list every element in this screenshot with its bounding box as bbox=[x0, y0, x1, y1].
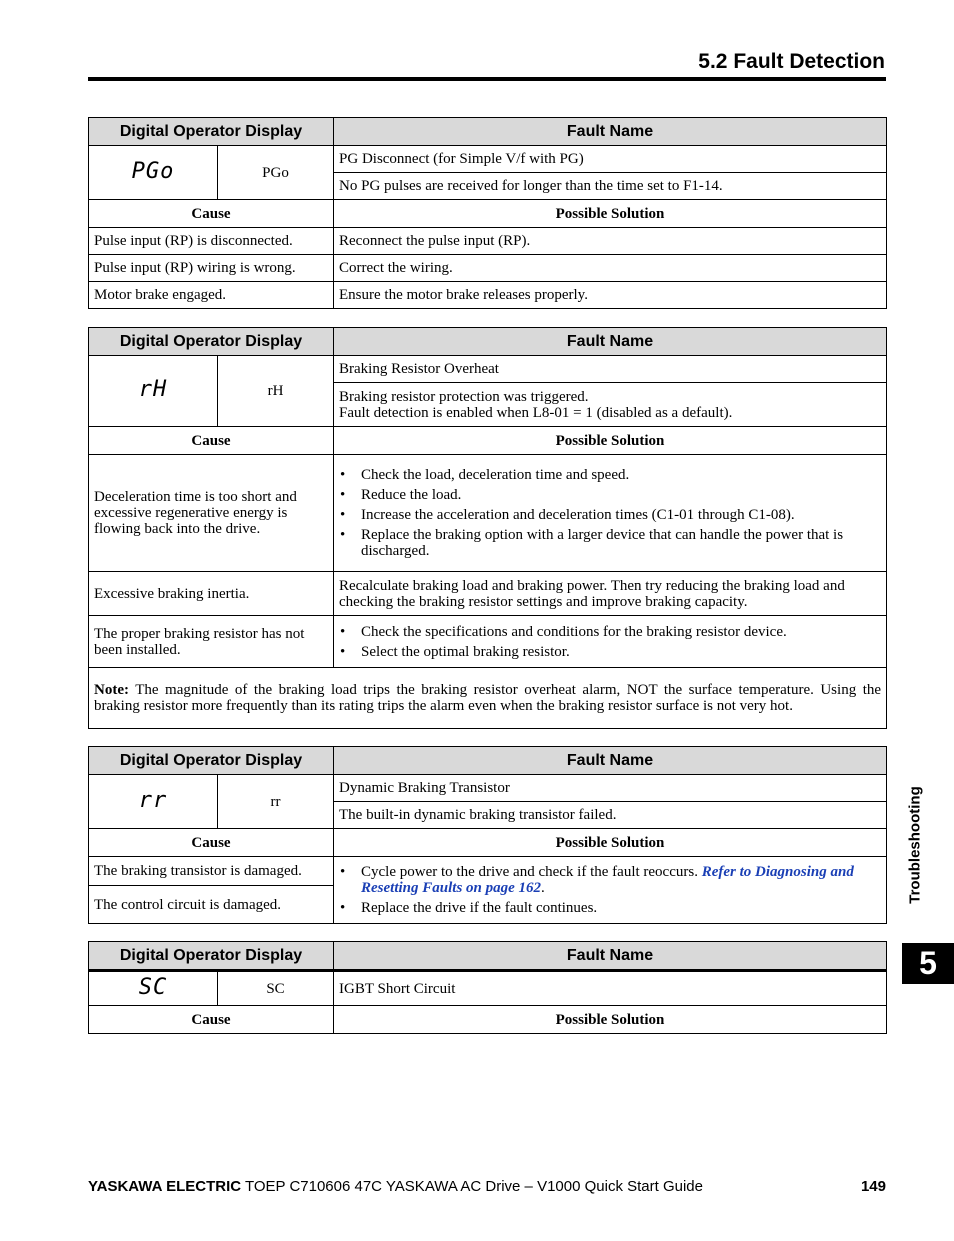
display-header: Digital Operator Display bbox=[89, 118, 334, 146]
fault-table-sc bbox=[88, 941, 887, 1034]
solution-cell: Ensure the motor brake releases properly. bbox=[334, 282, 887, 309]
solution-header: Possible Solution bbox=[334, 829, 887, 857]
segment-display: rH bbox=[89, 356, 218, 427]
cause-header: Cause bbox=[89, 200, 334, 228]
note-label: Note: bbox=[94, 682, 129, 698]
fault-name: IGBT Short Circuit bbox=[334, 971, 887, 1006]
solution-header: Possible Solution bbox=[334, 1006, 887, 1034]
solution-cell: Reconnect the pulse input (RP). bbox=[334, 228, 887, 255]
cause-cell: The proper braking resistor has not been installed. bbox=[89, 616, 334, 668]
description-line: Braking resistor protection was triggered. bbox=[339, 388, 589, 405]
fault-name-header: Fault Name bbox=[334, 328, 887, 356]
diagnosing-link[interactable]: Refer to Diagnosing and Resetting Faults on page 162 bbox=[361, 864, 854, 896]
footer bbox=[88, 1178, 886, 1195]
fault-code: SC bbox=[218, 971, 334, 1006]
solution-bullet: • Cycle power to the drive and check if the fault reoccurs. Refer to Diagnosing and Resetting Faults on page 162. bbox=[339, 864, 881, 896]
fault-name: Braking Resistor Overheat bbox=[334, 356, 887, 383]
display-header: Digital Operator Display bbox=[89, 747, 334, 775]
footer-doc: TOEP C710606 47C YASKAWA AC Drive – V1000 Quick Start Guide bbox=[241, 1178, 703, 1195]
fault-name: Dynamic Braking Transistor bbox=[334, 775, 887, 802]
solution-header: Possible Solution bbox=[334, 200, 887, 228]
solution-header: Possible Solution bbox=[334, 427, 887, 455]
fault-name-header: Fault Name bbox=[334, 942, 887, 971]
solution-bullet: • Select the optimal braking resistor. bbox=[339, 644, 881, 660]
fault-code: PGo bbox=[218, 146, 334, 200]
fault-code: rr bbox=[218, 775, 334, 829]
fault-table-rr bbox=[88, 746, 887, 924]
page-number: 149 bbox=[860, 1178, 886, 1195]
display-header: Digital Operator Display bbox=[89, 328, 334, 356]
solution-cell bbox=[334, 857, 887, 924]
cause-header: Cause bbox=[89, 829, 334, 857]
solution-bullet: • Reduce the load. bbox=[339, 487, 881, 503]
solution-bullet: • Replace the drive if the fault continues. bbox=[339, 900, 881, 916]
cause-cell: The braking transistor is damaged. bbox=[89, 857, 334, 886]
segment-display: rr bbox=[89, 775, 218, 829]
cause-cell: Pulse input (RP) wiring is wrong. bbox=[89, 255, 334, 282]
cause-cell: The control circuit is damaged. bbox=[89, 886, 334, 924]
display-header: Digital Operator Display bbox=[89, 942, 334, 971]
fault-name-header: Fault Name bbox=[334, 118, 887, 146]
cause-cell: Excessive braking inertia. bbox=[89, 572, 334, 616]
solution-bullet: • Check the load, deceleration time and speed. bbox=[339, 467, 881, 483]
fault-name-header: Fault Name bbox=[334, 747, 887, 775]
header-rule bbox=[88, 77, 886, 81]
fault-table-pgo bbox=[88, 117, 887, 309]
solution-bullet: • Replace the braking option with a larger device that can handle the power that is discharged. bbox=[339, 527, 881, 559]
solution-bullet: • Check the specifications and conditions for the braking resistor device. bbox=[339, 624, 881, 640]
fault-table-rh bbox=[88, 327, 887, 729]
fault-code: rH bbox=[218, 356, 334, 427]
solution-cell bbox=[334, 616, 887, 668]
note-cell bbox=[89, 668, 887, 729]
cause-header: Cause bbox=[89, 1006, 334, 1034]
fault-description bbox=[334, 383, 887, 427]
segment-display: PGo bbox=[89, 146, 218, 200]
fault-description: The built-in dynamic braking transistor failed. bbox=[334, 802, 887, 829]
page-title: 5.2 Fault Detection bbox=[698, 50, 885, 73]
solution-cell: Correct the wiring. bbox=[334, 255, 887, 282]
solution-cell bbox=[334, 455, 887, 572]
chapter-tab: 5 bbox=[902, 943, 954, 984]
description-line: Fault detection is enabled when L8-01 = 1 (disabled as a default). bbox=[339, 404, 733, 421]
cause-cell: Deceleration time is too short and excessive regenerative energy is flowing back into the drive. bbox=[89, 455, 334, 572]
fault-description: No PG pulses are received for longer than the time set to F1-14. bbox=[334, 173, 887, 200]
fault-name: PG Disconnect (for Simple V/f with PG) bbox=[334, 146, 887, 173]
cause-cell: Pulse input (RP) is disconnected. bbox=[89, 228, 334, 255]
solution-cell: Recalculate braking load and braking power. Then try reducing the braking load and checking the braking resistor settings and improve braking capacity. bbox=[334, 572, 887, 616]
cause-cell: Motor brake engaged. bbox=[89, 282, 334, 309]
cause-header: Cause bbox=[89, 427, 334, 455]
segment-display: SC bbox=[89, 971, 218, 1006]
note-text: The magnitude of the braking load trips the braking resistor overheat alarm, NOT the surface temperature. Using the braking resistor more frequently than its rating trips the alarm even when the braking resistor surface is not very hot. bbox=[94, 682, 882, 714]
footer-brand: YASKAWA ELECTRIC bbox=[88, 1178, 242, 1195]
solution-bullet: • Increase the acceleration and deceleration times (C1-01 through C1-08). bbox=[339, 507, 881, 523]
